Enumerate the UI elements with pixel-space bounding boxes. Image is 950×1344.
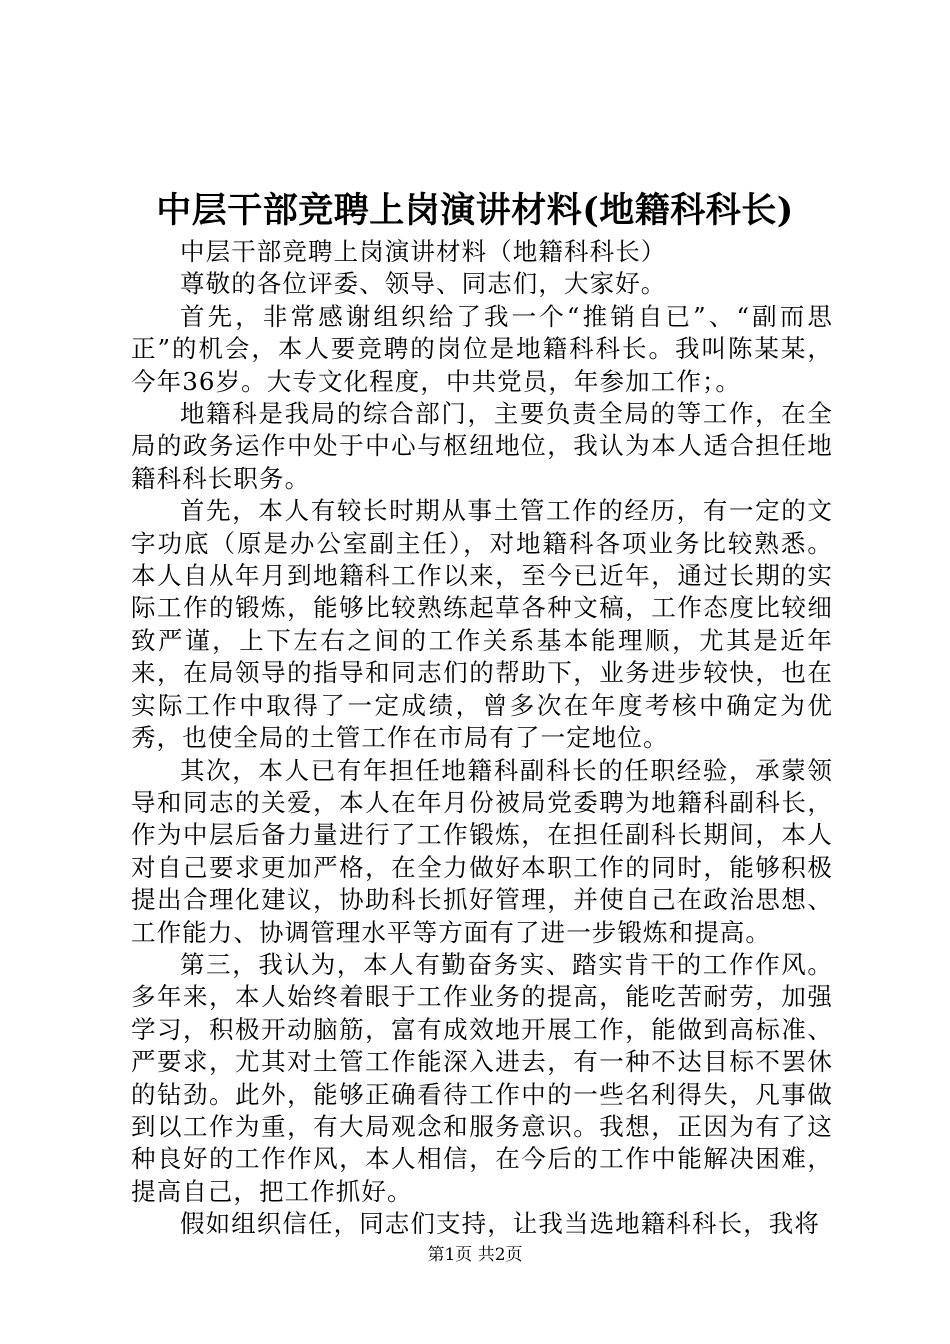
paragraph-greeting: 尊敬的各位评委、领导、同志们，大家好。 [180,269,667,299]
paragraph-subtitle: 中层干部竞聘上岗演讲材料（地籍科科长） [180,237,667,266]
page-footer: 第1页 共2页 [427,1245,523,1265]
paragraph-deputy-experience: 其次，本人已有年担任地籍科副科长的任职经验，承蒙领导和同志的关爱，本人在年月份被局党委聘为地籍科副科长，作为中层后备力量进行了工作锻炼，在担任副科长期间，本人对自己要求更加严格，在全力做好本职工作的同时，能够积极提出合理化建议，协助科长抓好管理，并使自己在政治思想、工作能力、协调管理水平等方面有了进一步锻炼和提高。 [131,755,833,947]
paragraph-introduction: 首先，非常感谢组织给了我一个“推销自已”、“副而思正”的机会，本人要竞聘的岗位是地籍科科长。我叫陈某某，今年36岁。大专文化程度，中共党员，年参加工作；。 [131,301,833,396]
paragraph-work-style: 第三，我认为，本人有勤奋务实、踏实肯干的工作作风。多年来，本人始终着眼于工作业务的提高，能吃苦耐劳，加强学习，积极开动脑筋，富有成效地开展工作，能做到高标准、严要求，尤其对土管工作能深入进去，有一种不达目标不罢休的钻劲。此外，能够正确看待工作中的一些名利得失，凡事做到以工作为重，有大局观念和服务意识。我想，正因为有了这种良好的工作作风，本人相信，在今后的工作中能解决困难，提高自己，把工作抓好。 [131,949,833,1206]
paragraph-experience: 首先，本人有较长时期从事土管工作的经历，有一定的文字功底（原是办公室副主任），对地籍科各项业务比较熟悉。本人自从年月到地籍科工作以来，至今已近年，通过长期的实际工作的锻炼，能够比较熟练起草各种文稿，工作态度比较细致严谨，上下左右之间的工作关系基本能理顺，尤其是近年来，在局领导的指导和同志们的帮助下，业务进步较快，也在实际工作中取得了一定成绩，曾多次在年度考核中确定为优秀，也使全局的土管工作在市局有了一定地位。 [131,496,833,753]
paragraph-department: 地籍科是我局的综合部门，主要负责全局的等工作，在全局的政务运作中处于中心与枢纽地位，我认为本人适合担任地籍科科长职务。 [131,399,833,493]
paragraph-closing: 假如组织信任，同志们支持，让我当选地籍科科长，我将 [180,1209,820,1239]
document-body [131,236,833,1241]
document-title: 中层干部竞聘上岗演讲材料(地籍科科长) [156,190,794,231]
